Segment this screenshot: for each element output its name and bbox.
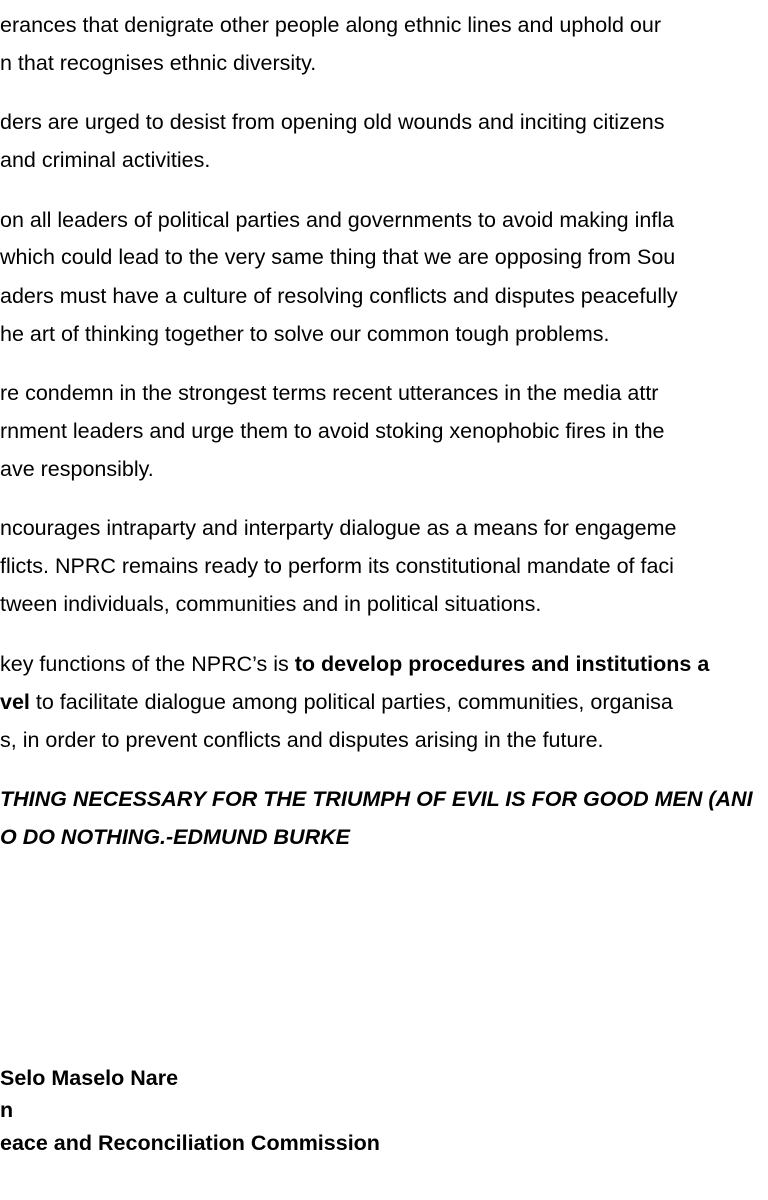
paragraph-5-line-2: flicts. NPRC remains ready to perform its constitutional mandate of faci — [0, 554, 674, 578]
paragraph-6-line-3: s, in order to prevent conflicts and disputes arising in the future. — [0, 728, 604, 752]
paragraph-6-line-2 — [0, 688, 673, 716]
paragraph-6-line-2-bold: vel — [0, 690, 30, 714]
signature-organisation: eace and Reconciliation Commission — [0, 1131, 380, 1155]
paragraph-3-line-2: which could lead to the very same thing that we are opposing from Sou — [0, 245, 676, 269]
paragraph-2-line-1: ders are urged to desist from opening old wounds and inciting citizens — [0, 110, 665, 134]
signature-title: n — [0, 1098, 14, 1122]
paragraph-1-line-2: n that recognises ethnic diversity. — [0, 51, 317, 75]
paragraph-3-line-4: he art of thinking together to solve our common tough problems. — [0, 322, 610, 346]
paragraph-5-line-3: tween individuals, communities and in political situations. — [0, 592, 542, 616]
paragraph-4-line-2: rnment leaders and urge them to avoid stoking xenophobic fires in the — [0, 419, 665, 443]
paragraph-6-line-1 — [0, 650, 709, 678]
paragraph-3-line-3: aders must have a culture of resolving conflicts and disputes peacefully — [0, 284, 678, 308]
signature-name: Selo Maselo Nare — [0, 1066, 179, 1090]
quote-line-1: THING NECESSARY FOR THE TRIUMPH OF EVIL IS FOR GOOD MEN (ANI — [0, 787, 753, 811]
quote-line-2: O DO NOTHING.-EDMUND BURKE — [0, 825, 350, 849]
paragraph-6-line-1-bold: to develop procedures and institutions a — [294, 652, 710, 676]
paragraph-5-line-1: ncourages intraparty and interparty dialogue as a means for engageme — [0, 516, 677, 540]
paragraph-4-line-1: re condemn in the strongest terms recent utterances in the media attr — [0, 381, 659, 405]
paragraph-3-line-1: on all leaders of political parties and governments to avoid making infla — [0, 208, 675, 232]
paragraph-6-line-2-normal: to facilitate dialogue among political parties, communities, organisa — [29, 690, 673, 714]
paragraph-2-line-2: and criminal activities. — [0, 148, 211, 172]
paragraph-1-line-1: erances that denigrate other people along ethnic lines and uphold our — [0, 13, 662, 37]
paragraph-4-line-3: ave responsibly. — [0, 457, 154, 481]
paragraph-6-line-1-normal: key functions of the NPRC’s is — [0, 652, 295, 676]
